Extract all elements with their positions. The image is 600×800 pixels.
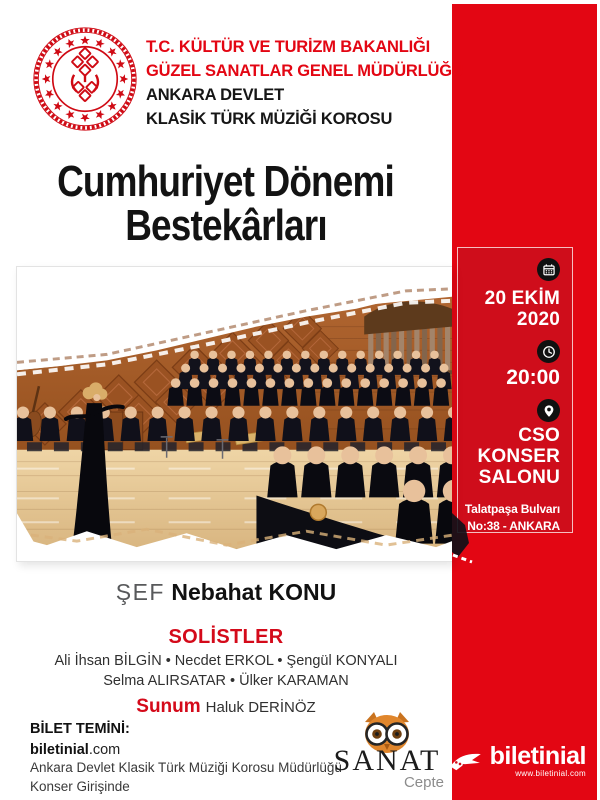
conductor-label: ŞEF (115, 579, 165, 605)
conductor-credit (0, 579, 452, 606)
ministry-name: T.C. KÜLTÜR VE TURİZM BAKANLIĞI (146, 38, 431, 56)
event-date-line2: 2020 (516, 309, 560, 330)
front-corner-musicians (395, 480, 452, 544)
presenter-label: Sunum (136, 696, 201, 717)
orchestra-photo (16, 266, 452, 562)
venue-line2: KONSER (477, 446, 560, 467)
ensemble-name-line1: ANKARA DEVLET (146, 86, 284, 104)
ticket-info-section (30, 720, 342, 796)
sanat-cepte-logo (328, 710, 446, 796)
choir-front-row (167, 378, 449, 406)
venue-address-line2: No:38 - ANKARA (467, 519, 560, 533)
sanat-cepte-text: Cepte (403, 774, 444, 791)
sanat-wordmark: SANAT (333, 744, 441, 777)
conductor-name: Nebahat KONU (171, 579, 337, 605)
ensemble-name-line2: KLASİK TÜRK MÜZİĞİ KOROSU (146, 110, 393, 128)
orchestra-photo-illustration (17, 267, 452, 561)
location-pin-icon (537, 399, 560, 422)
ticket-location-line1: Ankara Devlet Klasik Türk Müziği Korosu Müdürlüğü (30, 760, 342, 775)
presenter-name: Haluk DERİNÖZ (205, 699, 316, 716)
header-text-block (146, 38, 464, 129)
photo-overlap-fragment (452, 505, 474, 565)
event-info-panel (457, 247, 573, 533)
calendar-icon (537, 258, 560, 281)
biletinial-url-text: www.biletinial.com (515, 769, 586, 778)
venue-line1: CSO (518, 425, 560, 446)
clock-icon (537, 340, 560, 363)
event-sidebar (452, 4, 597, 800)
venue-line3: SALONU (478, 467, 560, 488)
poster-title-line1: Cumhuriyet Dönemi (57, 157, 395, 206)
soloists-section (0, 626, 452, 718)
ticket-site (30, 741, 342, 760)
ticket-location-line2: Konser Girişinde (30, 778, 130, 794)
soloists-heading: SOLİSTLER (168, 626, 284, 648)
poster-title-line2: Bestekârları (125, 201, 327, 250)
poster-title (0, 157, 452, 250)
biletinial-logo (449, 744, 586, 778)
soloists-row2: Selma ALIRSATAR • Ülker KARAMAN (103, 673, 349, 689)
ticket-site-brand: biletinial (30, 741, 89, 758)
ticket-heading: BİLET TEMİNİ: (30, 721, 130, 737)
directorate-name: GÜZEL SANATLAR GENEL MÜDÜRLÜĞÜ (146, 62, 464, 80)
emblem-knot (72, 48, 98, 101)
ticket-site-tld: .com (88, 741, 121, 758)
choir-mid-row (178, 364, 452, 390)
ministry-emblem (33, 27, 137, 131)
soloists-row1: Ali İhsan BİLGİN • Necdet ERKOL • Şengül KONYALI (54, 653, 398, 669)
biletinial-bird-icon (449, 749, 483, 773)
event-date-line1: 20 EKİM (484, 288, 560, 309)
venue-address-line1: Talatpaşa Bulvarı (464, 502, 560, 516)
biletinial-brand-text: biletinial (489, 742, 586, 770)
event-time: 20:00 (506, 366, 560, 389)
